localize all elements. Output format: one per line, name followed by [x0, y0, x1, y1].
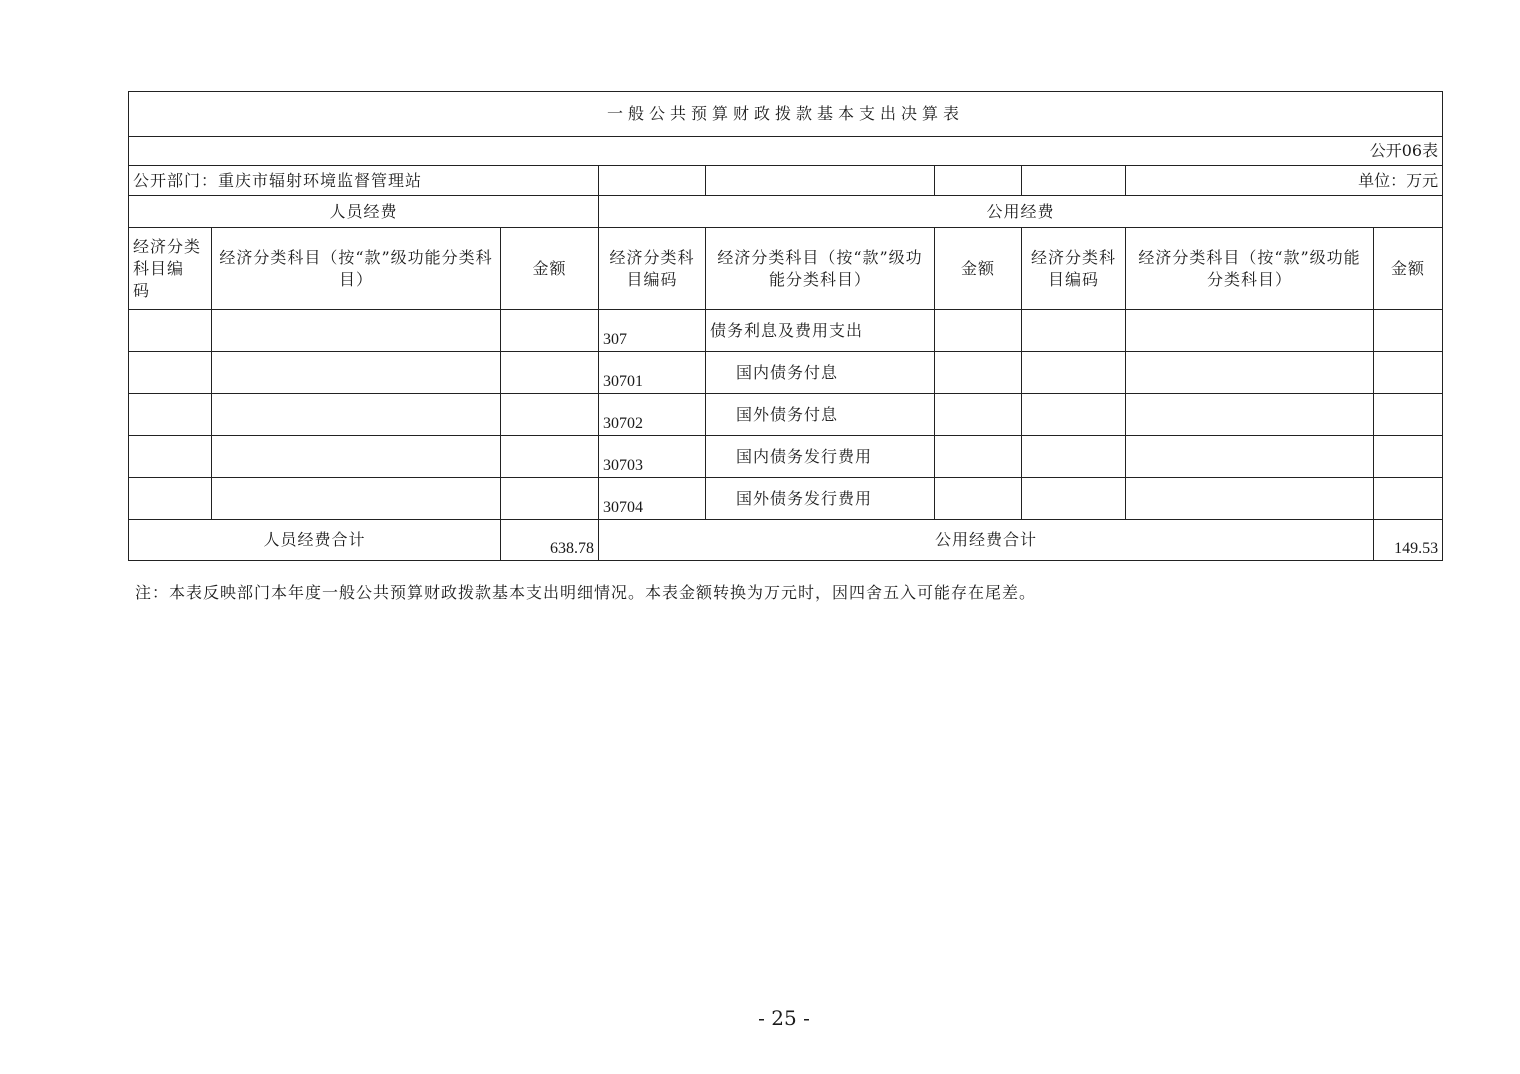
- row-code: 30704: [599, 478, 706, 520]
- personnel-total-amount: 638.78: [501, 520, 599, 561]
- row-name: 国内债务发行费用: [706, 436, 935, 478]
- blank-cell: [706, 166, 935, 196]
- header-public-amount-2: 金额: [1374, 228, 1443, 310]
- blank-cell: [599, 166, 706, 196]
- row-code: 307: [599, 310, 706, 352]
- row-code: 30703: [599, 436, 706, 478]
- unit-label: 单位：万元: [1126, 166, 1443, 196]
- header-public-code: 经济分类科目编码: [599, 228, 706, 310]
- public-total-label: 公用经费合计: [599, 520, 1374, 561]
- header-public-name-2: 经济分类科目（按“款”级功能分类科目）: [1126, 228, 1374, 310]
- section-personnel: 人员经费: [129, 196, 599, 228]
- table-note: 注：本表反映部门本年度一般公共预算财政拨款基本支出明细情况。本表金额转换为万元时，因四舍五入可能存在尾差。: [135, 583, 1037, 602]
- budget-table: [128, 91, 1443, 561]
- row-code: 30702: [599, 394, 706, 436]
- blank-cell: [935, 166, 1022, 196]
- header-public-amount: 金额: [935, 228, 1022, 310]
- header-public-code-2: 经济分类科目编码: [1022, 228, 1126, 310]
- page-number: - 25 -: [758, 1006, 810, 1030]
- department-label: 公开部门：重庆市辐射环境监督管理站: [129, 166, 599, 196]
- section-public: 公用经费: [599, 196, 1443, 228]
- table-row: [129, 436, 1443, 478]
- public-total-amount: 149.53: [1374, 520, 1443, 561]
- header-amount: 金额: [501, 228, 599, 310]
- table-row: [129, 478, 1443, 520]
- personnel-total-label: 人员经费合计: [129, 520, 501, 561]
- row-name: 债务利息及费用支出: [706, 310, 935, 352]
- blank-cell: [1022, 166, 1126, 196]
- header-public-name: 经济分类科目（按“款”级功能分类科目）: [706, 228, 935, 310]
- row-name: 国外债务发行费用: [706, 478, 935, 520]
- table-title: 一般公共预算财政拨款基本支出决算表: [129, 92, 1443, 137]
- row-name: 国外债务付息: [706, 394, 935, 436]
- form-number: 公开06表: [129, 137, 1443, 166]
- header-code: 经济分类科目编 码: [129, 228, 212, 310]
- table-row: [129, 352, 1443, 394]
- table-row: [129, 394, 1443, 436]
- row-name: 国内债务付息: [706, 352, 935, 394]
- row-code: 30701: [599, 352, 706, 394]
- table-row: [129, 310, 1443, 352]
- header-name: 经济分类科目（按“款”级功能分类科目）: [212, 228, 501, 310]
